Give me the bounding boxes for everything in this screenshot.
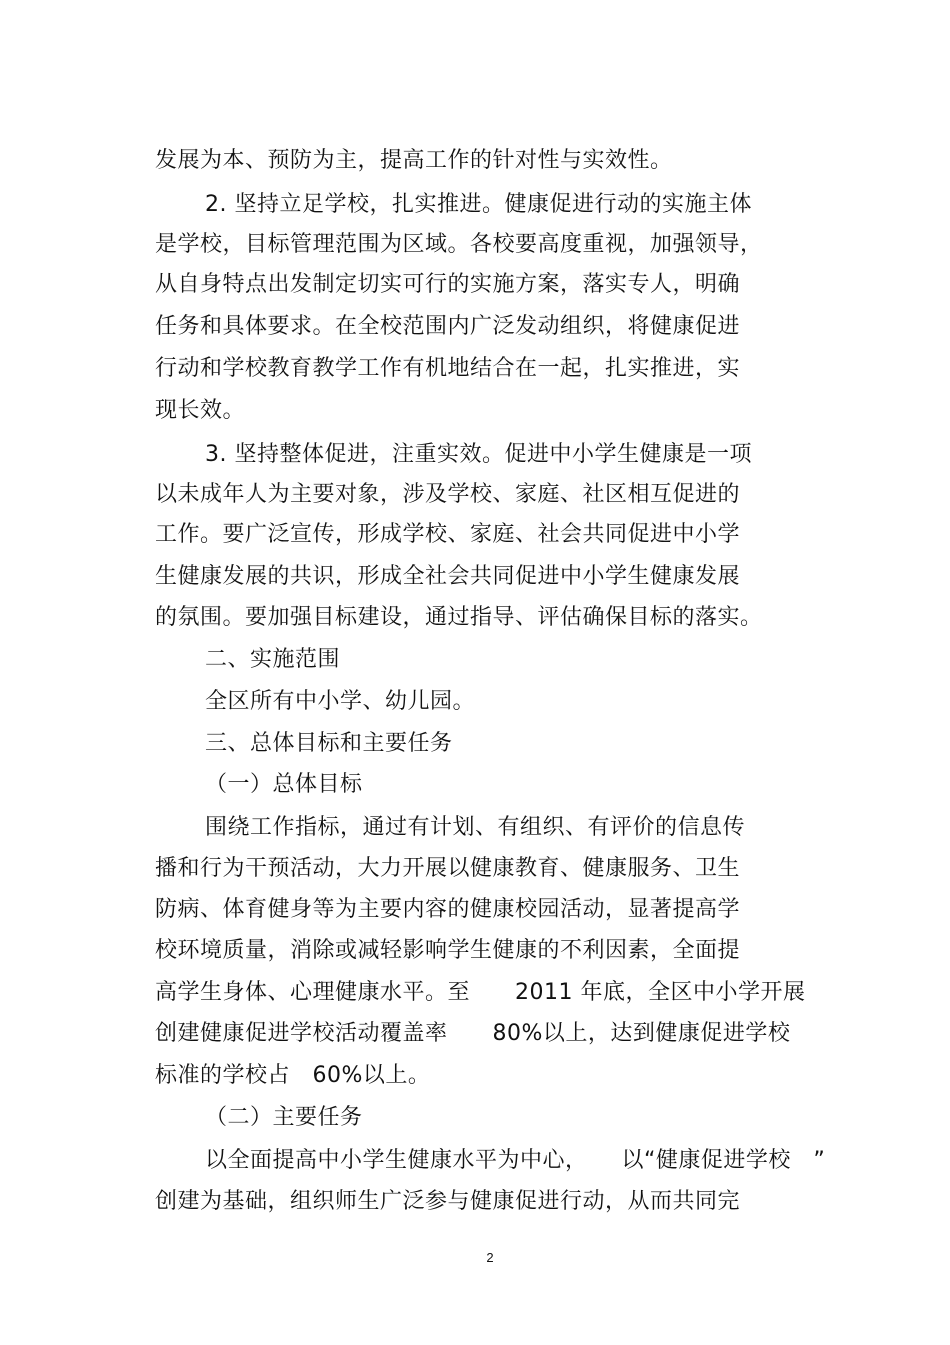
text-line: 播和行为干预活动，大力开展以健康教育、健康服务、卫生	[155, 856, 741, 881]
text-line: 现长效。	[155, 398, 246, 423]
page-number: 2	[486, 1250, 494, 1265]
text-line: 是学校，目标管理范围为区域。各校要高度重视，加强领导，	[155, 232, 763, 257]
text-line: 生健康发展的共识，形成全社会共同促进中小学生健康发展	[155, 564, 741, 589]
text-line: 防病、体育健身等为主要内容的健康校园活动，显著提高学	[155, 897, 741, 922]
subsection-heading: （二）主要任务	[205, 1105, 363, 1130]
text-line: 标准的学校占 60%以上。	[155, 1063, 431, 1088]
text-line: 2. 坚持立足学校，扎实推进。健康促进行动的实施主体	[205, 192, 752, 217]
text-line: 工作。要广泛宣传，形成学校、家庭、社会共同促进中小学	[155, 522, 741, 547]
text-line: 行动和学校教育教学工作有机地结合在一起，扎实推进，实	[155, 356, 741, 381]
text-line: 创建健康促进学校活动覆盖率 80%以上，达到健康促进学校	[155, 1021, 791, 1046]
text-line: 围绕工作指标，通过有计划、有组织、有评价的信息传	[205, 815, 746, 840]
text-line: 的氛围。要加强目标建设，通过指导、评估确保目标的落实。	[155, 605, 763, 630]
text-line: 校环境质量，消除或减轻影响学生健康的不利因素，全面提	[155, 938, 741, 963]
subsection-heading: （一）总体目标	[205, 772, 363, 797]
text-line: 创建为基础，组织师生广泛参与健康促进行动，从而共同完	[155, 1189, 741, 1214]
text-line: 3. 坚持整体促进，注重实效。促进中小学生健康是一项	[205, 442, 752, 467]
text-line: 高学生身体、心理健康水平。至 2011 年底，全区中小学开展	[155, 980, 806, 1005]
section-heading: 二、实施范围	[205, 647, 341, 672]
text-line: 发展为本、预防为主，提高工作的针对性与实效性。	[155, 148, 673, 173]
text-line: 全区所有中小学、幼儿园。	[205, 689, 476, 714]
section-heading: 三、总体目标和主要任务	[205, 731, 453, 756]
text-line: 从自身特点出发制定切实可行的实施方案，落实专人，明确	[155, 272, 741, 297]
text-line: 以全面提高中小学生健康水平为中心， 以“健康促进学校 ”	[205, 1148, 826, 1173]
text-line: 以未成年人为主要对象，涉及学校、家庭、社区相互促进的	[155, 482, 741, 507]
text-line: 任务和具体要求。在全校范围内广泛发动组织，将健康促进	[155, 314, 741, 339]
